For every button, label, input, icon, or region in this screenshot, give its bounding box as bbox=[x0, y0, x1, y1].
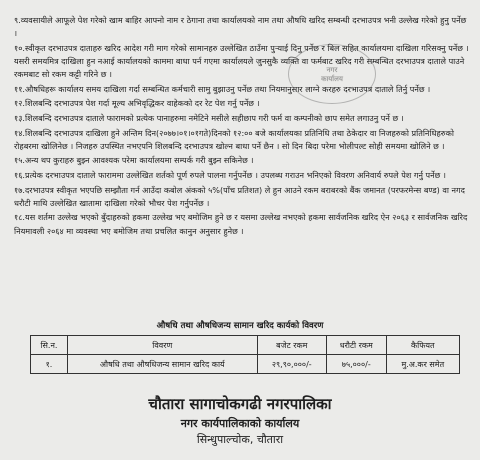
term-number: १८. bbox=[14, 212, 25, 223]
office-name: नगर कार्यपालिकाको कार्यालय bbox=[180, 417, 300, 430]
municipality-name: चौतारा सागाचोकगढी नगरपालिका bbox=[148, 395, 332, 413]
header-budget: बजेट रकम bbox=[257, 336, 326, 355]
term-item bbox=[14, 42, 470, 82]
term-text: यस शर्तमा उल्लेख भएको बुँदाहरुको हकमा उल्लेख भए बमोजिम हुने छ र यसमा उल्लेख नभएको हकमा सार्वजनिक खरिद ऐन २०६३ र सार्वजनिक खरिद नियमावली २०६४ मा व्यवस्था भए बमोजिम तथा प्रचलित कानुन अनुसार हुनेछ । bbox=[14, 212, 468, 236]
term-text: प्रत्येक दरभाउपत्र दाताले फाराममा उल्लेखित शर्तको पूर्ण रुपले पालना गर्नुपर्नेछ । उपलब्ध गराउन भनिएको विवरण अनिवार्य रुपले पेश गर्नु पर्नेछ । bbox=[25, 169, 446, 180]
term-item bbox=[14, 83, 470, 96]
term-item bbox=[14, 211, 470, 237]
cell-deposit: ७५,०००/- bbox=[326, 355, 386, 374]
terms-list bbox=[14, 14, 470, 239]
term-number: १३. bbox=[14, 112, 25, 123]
office-stamp bbox=[288, 44, 376, 104]
term-number: १६. bbox=[14, 169, 25, 180]
cell-remarks: मु.अ.कर समेत bbox=[386, 355, 459, 374]
term-text: शिलबन्दि दरभाउपत्र पेश गर्दा मूल्य अभिवृद्धिकर वाहेकको दर रेट पेश गर्नु पर्नेछ । bbox=[25, 98, 260, 109]
term-item bbox=[14, 14, 470, 40]
cell-budget: २९,९०,०००/- bbox=[257, 355, 326, 374]
term-number: १०. bbox=[14, 42, 25, 53]
term-number: ११. bbox=[14, 83, 25, 94]
stamp-text: नगर कार्यालय bbox=[321, 66, 343, 83]
term-text: अन्य थप कुराहरु बुझ्न आवश्यक परेमा कार्यालयमा सम्पर्क गरी बुझ्न सकिनेछ । bbox=[25, 155, 254, 166]
term-item bbox=[14, 127, 470, 153]
term-text: शिलबन्दि दरभाउपत्र दाखिला हुने अन्तिम दिन(२०७७।०१।०१गते)दिनको १२:०० बजे कार्यालयका प्रतिनिधि तथा ठेकेदार वा निजहरुको प्रतिनिधिहरुको रोहबरमा खोलिनेछ । निजहरु उपस्थित नभएपनि शिलबन्दि दरभाउपत्र खोल्न बाधा पर्ने छैन । सो दिन बिदा परेमा भोलीपल्ट सोही समयमा खोलिने छ । bbox=[14, 127, 454, 151]
term-number: १५. bbox=[14, 155, 25, 166]
header-remarks: कैफियत bbox=[386, 336, 459, 355]
signature-block bbox=[0, 394, 480, 448]
term-number: ९. bbox=[14, 15, 21, 25]
term-number: १७. bbox=[14, 184, 25, 195]
table-header-row bbox=[31, 336, 460, 355]
cell-sn: १. bbox=[31, 355, 68, 374]
term-text: शिलबन्दि दरभाउपत्र दाताले फारामको प्रत्येक पानाहरुमा नमेटिने मसीले सहीछाप गरी फर्म वा कम्पनीको छाप समेत लगाउनु पर्ने छ । bbox=[25, 112, 404, 123]
table-title: औषधि तथा औषधिजन्य सामान खरिद कार्यको विवरण bbox=[156, 321, 324, 331]
header-description: विवरण bbox=[67, 336, 257, 355]
term-text: दरभाउपत्र स्वीकृत भएपछि सम्झौता गर्न आउँदा कबोल अंकको ५%(पाँच प्रतिशत) ले हुन आउने रकम बराबरको बैंक जमानत (परफरमेन्स बण्ड) वा नगद धरौटी माथि उल्लेखित खातामा दाखिला गरेको भौचर पेश गर्नुपर्नेछ । bbox=[14, 184, 465, 208]
term-item bbox=[14, 169, 470, 182]
term-number: १४. bbox=[14, 127, 25, 138]
term-item bbox=[14, 184, 470, 210]
term-text: व्यवसायीले आफूले पेश गरेको खाम बाहिर आफ्नो नाम र ठेगाना तथा कार्यालयको नाम तथा औषधि खरिद सम्बन्धी दरभाउपत्र भनी उल्लेख गरेको हुनु पर्नेछ । bbox=[14, 15, 467, 39]
cell-description: औषधि तथा औषधिजन्य सामान खरिद कार्य bbox=[67, 355, 257, 374]
term-text: औषधिहरू कार्यालय समय दाखिला गर्दा सम्बन्धित कर्मचारी सामु बुझाउनु पर्नेछ तथा नियमानुसार लाग्ने करहरु दरभाउपत्र दाताले तिर्नु पर्नेछ । bbox=[25, 83, 431, 94]
term-item bbox=[14, 154, 470, 167]
term-number: १२. bbox=[14, 98, 25, 109]
table-row bbox=[31, 355, 460, 374]
term-item bbox=[14, 97, 470, 110]
term-item bbox=[14, 112, 470, 125]
header-sn: सि.न. bbox=[31, 336, 68, 355]
term-text: स्वीकृत दरभाउपत्र दाताहरु खरिद आदेश गरी माग गरेको सामानहरु उल्लेखित ठाउँमा पुऱ्याई दिनु पर्नेछ र बिल सहित कार्यालयमा दाखिला गरिसक्नु पर्नेछ । यसरी समयमित्र दाखिला हुन नआई कार्यालयको काममा बाधा पर्न गएमा कार्यालयले जुनसुकै व्यक्ति वा फर्मबाट खरिद गरी सम्बन्धित दरभाउपत्र दाताले पाउने रकमबाट सो रकम कट्टी गरिने छ । bbox=[14, 42, 469, 80]
procurement-table bbox=[30, 335, 460, 374]
header-deposit: धरौटी रकम bbox=[326, 336, 386, 355]
office-address: सिन्धुपाल्चोक, चौतारा bbox=[196, 433, 284, 446]
